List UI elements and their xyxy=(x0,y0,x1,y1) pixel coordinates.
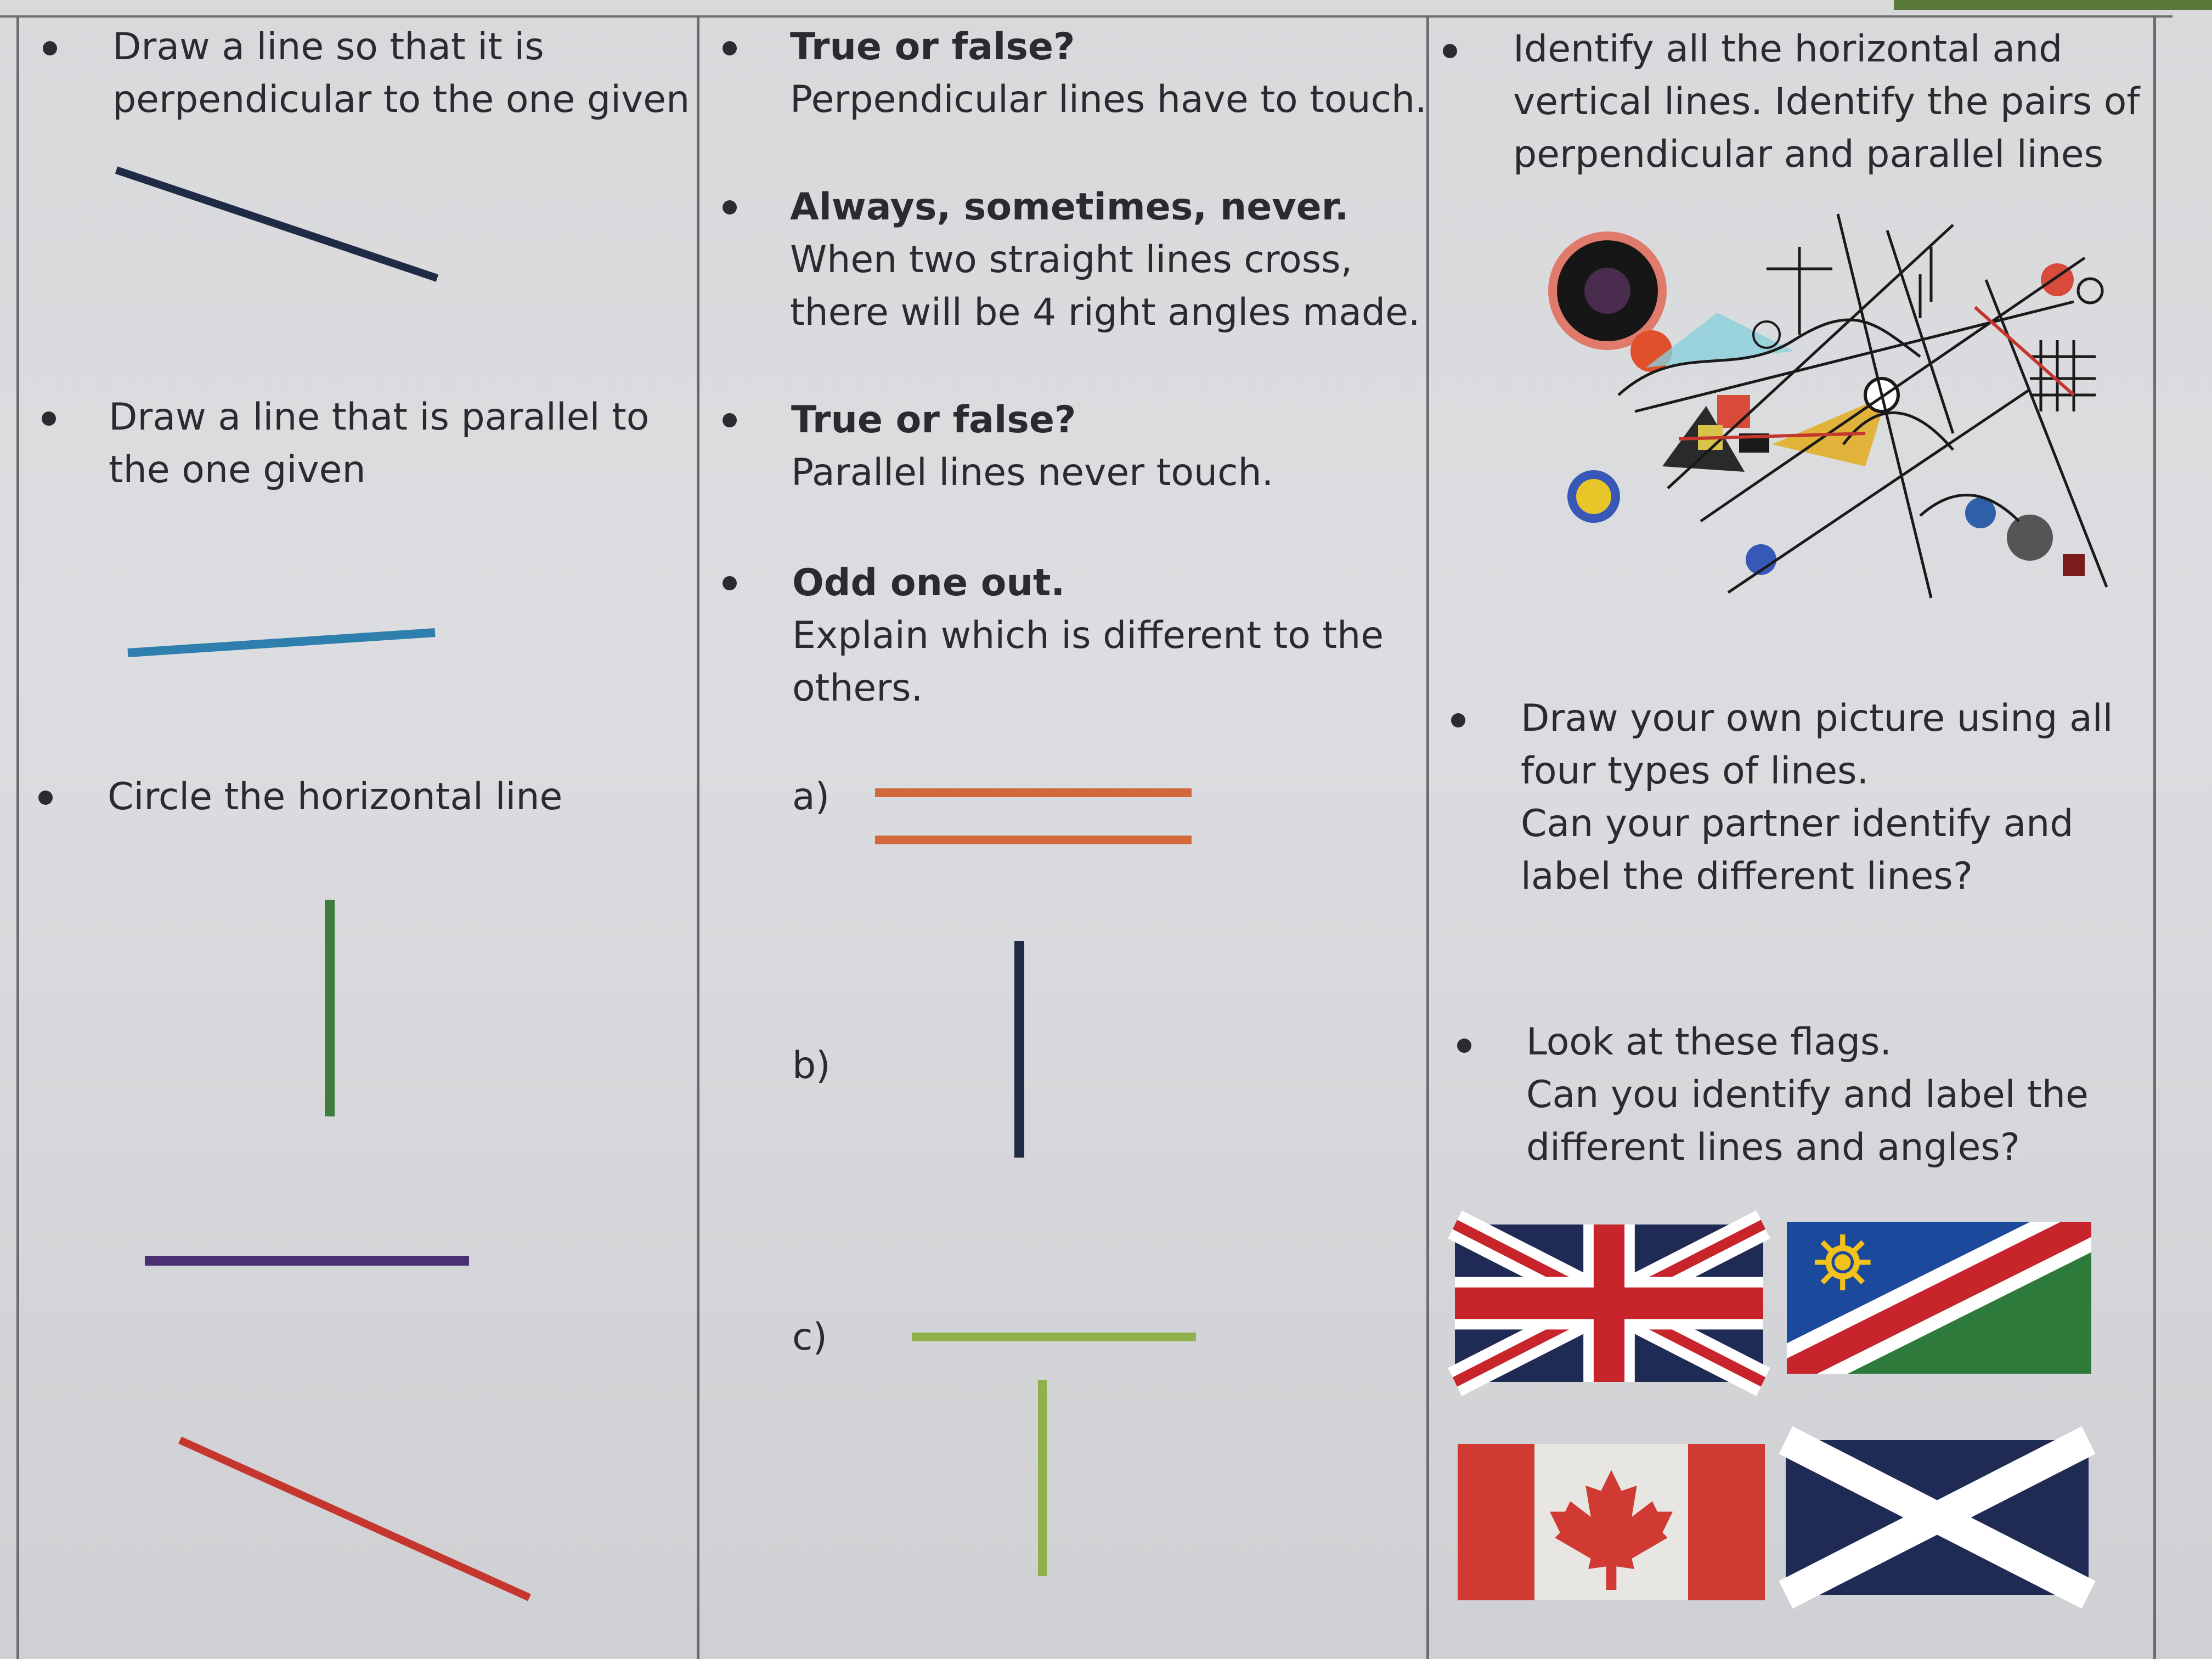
true-false-body-1: Perpendicular lines have to touch. xyxy=(790,78,1427,121)
namibia-flag xyxy=(1787,1222,2091,1374)
draw-picture-task: Draw your own picture using all four types of lines. Can your partner identify and label the different lines? xyxy=(1521,697,2113,898)
option-b-label: b) xyxy=(792,1044,831,1087)
parallel-task: Draw a line that is parallel to the one given xyxy=(109,396,650,492)
canada-flag xyxy=(1458,1444,1765,1600)
perpendicular-task: Draw a line so that it is perpendicular to the one given xyxy=(112,25,690,121)
bullet xyxy=(1457,1039,1471,1053)
abstract-painting xyxy=(1536,214,2118,609)
odd-one-out-title: Odd one out. xyxy=(792,561,1065,605)
true-false-title-1: True or false? xyxy=(790,25,1075,69)
always-sometimes-body: When two straight lines cross, there will be 4 right angles made. xyxy=(790,238,1420,334)
uk-flag xyxy=(1455,1224,1763,1382)
always-sometimes-title: Always, sometimes, never. xyxy=(790,185,1349,229)
identify-lines-task: Identify all the horizontal and vertical lines. Identify the pairs of perpendicular and parallel lines xyxy=(1513,27,2140,176)
odd-one-out-body: Explain which is different to the others. xyxy=(792,614,1384,710)
bullet xyxy=(1443,44,1457,58)
scotland-flag xyxy=(1786,1440,2089,1595)
flags-task: Look at these flags. Can you identify and label the different lines and angles? xyxy=(1526,1020,2089,1169)
bullet xyxy=(1451,713,1465,727)
true-false-body-2: Parallel lines never touch. xyxy=(791,451,1274,494)
option-a-label: a) xyxy=(792,775,830,819)
option-c-label: c) xyxy=(792,1316,827,1359)
horizontal-task: Circle the horizontal line xyxy=(108,775,563,819)
true-false-title-2: True or false? xyxy=(791,398,1076,442)
